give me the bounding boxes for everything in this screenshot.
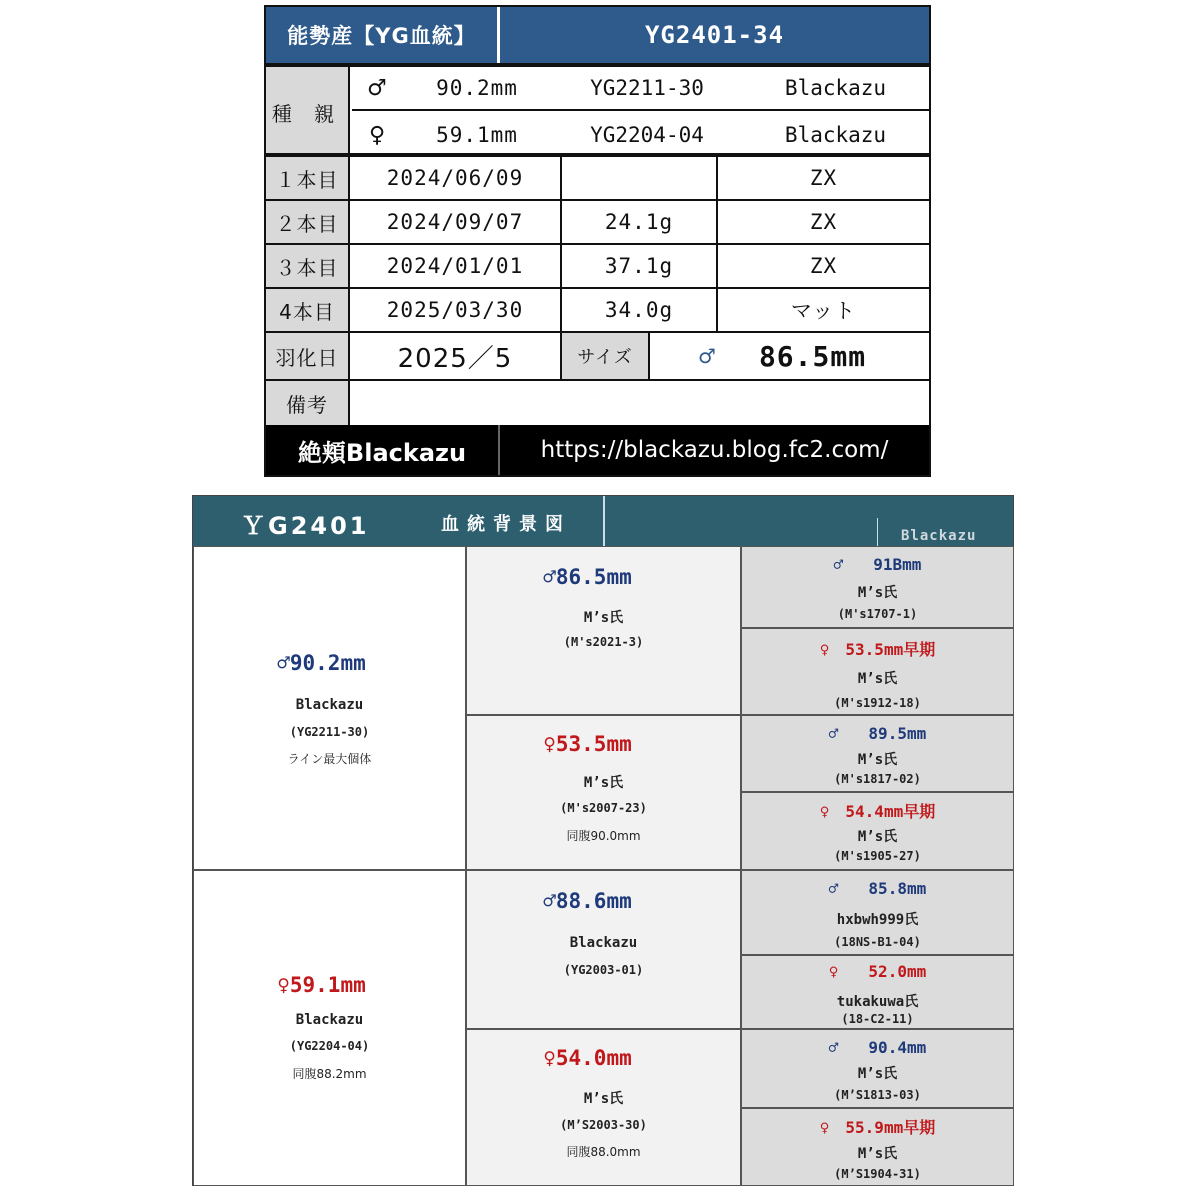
great-grandparent-code: (M's1817-02) xyxy=(834,772,921,786)
grandparent-size: ♂86.5mm xyxy=(543,565,632,589)
grandparent-size: ♂88.6mm xyxy=(543,889,632,913)
male-parent-id: YG2211-30 xyxy=(590,76,704,100)
female-icon: ♀ xyxy=(368,122,386,148)
grandparent-size: ♀53.5mm xyxy=(543,732,632,756)
adult-size-value: 86.5mm xyxy=(758,339,867,373)
bottle-weight: 24.1g xyxy=(562,201,718,243)
great-grandparent-size xyxy=(742,962,1013,981)
great-grandparent-code: (18NS-B1-04) xyxy=(834,935,921,949)
emergence-row xyxy=(266,333,929,381)
footer-brand: 絶頬Blackazu xyxy=(266,425,500,475)
bottle-label: １本目 xyxy=(266,157,350,199)
grandparent-size: ♀54.0mm xyxy=(543,1046,632,1070)
grandparent-cell xyxy=(466,1029,741,1186)
great-grandparent-code: (18-C2-11) xyxy=(841,1012,914,1026)
male-icon: ♂ xyxy=(828,1038,839,1057)
card-title-id: YG2401-34 xyxy=(644,21,785,49)
great-grandparent-size xyxy=(742,1038,1013,1057)
size-text: 54.4mm早期 xyxy=(845,802,936,821)
bottle-row xyxy=(266,289,929,333)
dam-note: 同腹88.2mm xyxy=(292,1067,367,1081)
sire-size: ♂90.2mm xyxy=(277,651,366,675)
bottle-date: 2024/01/01 xyxy=(350,245,562,287)
size-text: 85.8mm xyxy=(868,879,927,898)
grandparent-name: Blackazu xyxy=(569,935,638,951)
emergence-date: 2025／5 xyxy=(350,333,562,379)
female-parent-breeder: Blackazu xyxy=(784,123,887,147)
female-icon: ♀ xyxy=(819,1118,830,1137)
great-grandparent-name: M’s氏 xyxy=(857,1146,898,1162)
grandparent-code: (M's2021-3) xyxy=(563,635,644,649)
great-grandparent-cell xyxy=(741,955,1014,1029)
parents-section xyxy=(266,67,929,157)
grandparent-cell xyxy=(466,870,741,1029)
header-divider xyxy=(603,496,605,546)
great-grandparent-cell xyxy=(741,1029,1014,1108)
pedigree-chart xyxy=(192,495,1014,1186)
grandparent-name: M’s氏 xyxy=(583,610,624,626)
male-icon: ♂ xyxy=(367,75,387,101)
sire-note: ライン最大個体 xyxy=(287,752,372,766)
pedigree-title: ＹG2401 xyxy=(241,512,370,540)
bottle-date: 2024/09/07 xyxy=(350,201,562,243)
female-icon: ♀ xyxy=(819,640,830,659)
bottle-label: 4本目 xyxy=(266,289,350,331)
notes-row xyxy=(266,381,929,425)
card-footer xyxy=(266,425,929,475)
female-parent-id: YG2204-04 xyxy=(590,123,704,147)
great-grandparent-cell xyxy=(741,546,1014,628)
great-grandparent-size xyxy=(742,555,1013,574)
size-label: サイズ xyxy=(562,333,650,379)
great-grandparent-size xyxy=(742,1115,1013,1138)
great-grandparent-code: (M's1707-1) xyxy=(837,607,918,621)
female-parent-row xyxy=(352,113,929,157)
emergence-label: 羽化日 xyxy=(266,333,350,379)
bottle-medium: ZX xyxy=(809,254,838,278)
female-icon: ♀ xyxy=(828,962,839,981)
male-icon: ♂ xyxy=(828,879,839,898)
great-grandparent-code: (M’S1813-03) xyxy=(834,1088,921,1102)
great-grandparent-cell xyxy=(741,792,1014,870)
grandparent-code: (M’S2003-30) xyxy=(560,1118,647,1132)
card-header xyxy=(266,7,929,63)
great-grandparent-cell xyxy=(741,715,1014,792)
dam-cell xyxy=(193,870,466,1186)
grandparent-note: 同腹88.0mm xyxy=(566,1145,641,1159)
bottle-weight: 37.1g xyxy=(562,245,718,287)
sire-name: Blackazu xyxy=(295,697,364,713)
grandparent-cell xyxy=(466,546,741,715)
bottle-medium: マット xyxy=(790,299,857,323)
size-text: 90.4mm xyxy=(868,1038,927,1057)
male-icon: ♂ xyxy=(698,344,717,368)
footer-url[interactable]: https://blackazu.blog.fc2.com/ xyxy=(540,437,889,463)
bottle-medium: ZX xyxy=(809,210,838,234)
pedigree-brand: Blackazu xyxy=(901,528,977,544)
great-grandparent-name: M’s氏 xyxy=(857,829,898,845)
size-text: 89.5mm xyxy=(868,724,927,743)
bottle-label: ３本目 xyxy=(266,245,350,287)
great-grandparent-cell xyxy=(741,870,1014,955)
bottle-date: 2025/03/30 xyxy=(350,289,562,331)
size-text: 55.9mm早期 xyxy=(845,1118,936,1137)
great-grandparent-cell xyxy=(741,1108,1014,1186)
bottle-row xyxy=(266,157,929,201)
male-parent-size: 90.2mm xyxy=(436,76,518,100)
great-grandparent-code: (M's1905-27) xyxy=(834,849,921,863)
notes-value xyxy=(350,381,929,425)
grandparent-code: (YG2003-01) xyxy=(563,963,644,977)
grandparent-cell xyxy=(466,715,741,870)
great-grandparent-code: (M’S1904-31) xyxy=(834,1167,921,1181)
bottle-label: ２本目 xyxy=(266,201,350,243)
great-grandparent-name: tukakuwa氏 xyxy=(836,994,919,1010)
female-parent-size: 59.1mm xyxy=(436,123,518,147)
great-grandparent-name: M’s氏 xyxy=(857,671,898,687)
pedigree-header xyxy=(193,496,1013,546)
bottle-row xyxy=(266,201,929,245)
bottle-weight: 34.0g xyxy=(562,289,718,331)
great-grandparent-size xyxy=(742,879,1013,898)
grandparent-code: (M's2007-23) xyxy=(560,801,647,815)
great-grandparent-name: M’s氏 xyxy=(857,1066,898,1082)
notes-label: 備考 xyxy=(266,381,350,425)
great-grandparent-name: hxbwh999氏 xyxy=(836,912,919,928)
grandparent-name: M’s氏 xyxy=(583,1091,624,1107)
great-grandparent-size xyxy=(742,637,1013,660)
female-icon: ♀ xyxy=(819,802,830,821)
card-title-origin: 能勢産【YG血統】 xyxy=(266,7,500,63)
size-text: 52.0mm xyxy=(868,962,927,981)
male-icon: ♂ xyxy=(833,555,844,574)
dam-code: (YG2204-04) xyxy=(289,1039,370,1053)
sire-code: (YG2211-30) xyxy=(289,725,370,739)
dam-name: Blackazu xyxy=(295,1012,364,1028)
male-parent-row xyxy=(352,67,929,111)
male-parent-breeder: Blackazu xyxy=(784,76,887,100)
pedigree-subtitle: 血統背景図 xyxy=(441,514,571,535)
grandparent-name: M’s氏 xyxy=(583,775,624,791)
great-grandparent-size xyxy=(742,724,1013,743)
adult-size xyxy=(650,333,929,379)
bottle-weight xyxy=(562,157,718,199)
great-grandparent-name: M’s氏 xyxy=(857,752,898,768)
grandparent-note: 同腹90.0mm xyxy=(566,829,641,843)
bottle-date: 2024/06/09 xyxy=(350,157,562,199)
breeding-label-card xyxy=(264,5,931,477)
great-grandparent-size xyxy=(742,799,1013,822)
size-text: 91Bmm xyxy=(873,555,922,574)
great-grandparent-code: (M's1912-18) xyxy=(834,696,921,710)
great-grandparent-cell xyxy=(741,628,1014,715)
male-icon: ♂ xyxy=(828,724,839,743)
bottle-row xyxy=(266,245,929,289)
parents-label: 種 親 xyxy=(266,67,350,157)
size-text: 53.5mm早期 xyxy=(845,640,936,659)
dam-size: ♀59.1mm xyxy=(277,973,366,997)
bottle-medium: ZX xyxy=(809,166,838,190)
header-divider xyxy=(877,518,878,546)
great-grandparent-name: M’s氏 xyxy=(857,585,898,601)
sire-cell xyxy=(193,546,466,870)
